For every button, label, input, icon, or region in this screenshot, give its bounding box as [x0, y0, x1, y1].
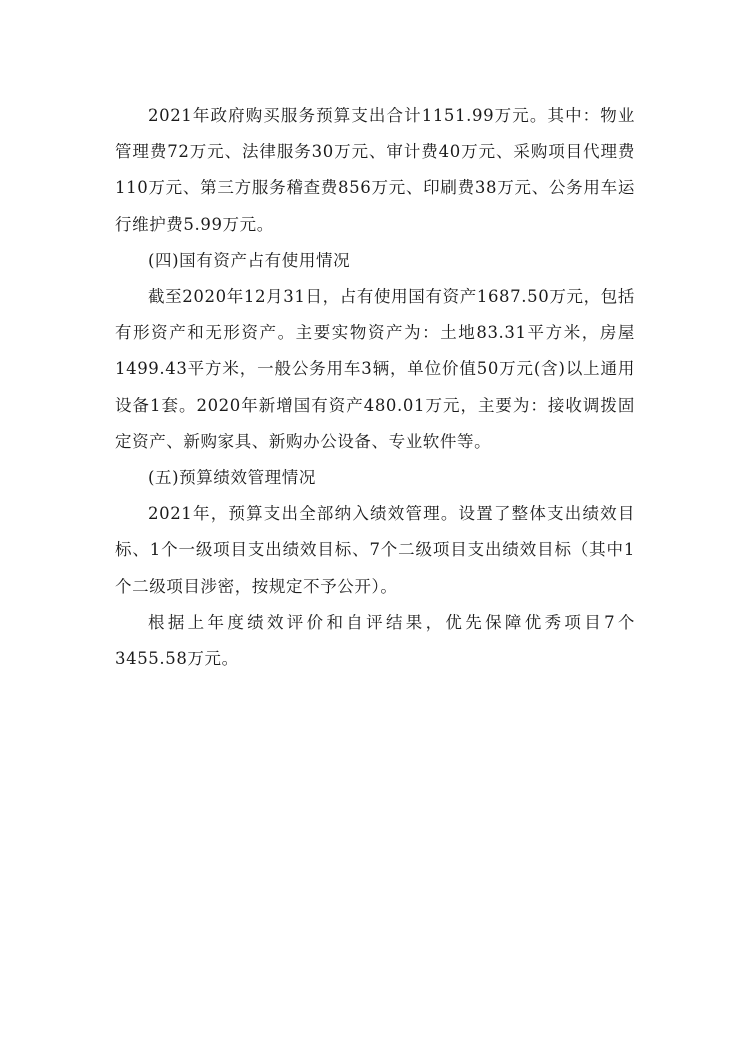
section-heading-state-assets: (四)国有资产占有使用情况	[148, 250, 351, 270]
paragraph-state-assets: 截至2020年12月31日，占有使用国有资产1687.50万元，包括有形资产和无形资产。主要实物资产为：土地83.31平方米，房屋1499.43平方米，一般公务用车3辆，单位价值50万元(含)以上通用设备1套。2020年新增国有资产480.01万元，主要为：接收调拨固定资产、新购家具、新购办公设备、专业软件等。	[115, 287, 635, 451]
paragraph-performance-targets: 2021年，预算支出全部纳入绩效管理。设置了整体支出绩效目标、1个一级项目支出绩效目标、7个二级项目支出绩效目标（其中1个二级项目涉密，按规定不予公开）。	[115, 504, 635, 596]
paragraph-priority-projects: 根据上年度绩效评价和自评结果，优先保障优秀项目7个3455.58万元。	[115, 612, 635, 669]
paragraph-procurement-budget: 2021年政府购买服务预算支出合计1151.99万元。其中：物业管理费72万元、法律服务30万元、审计费40万元、采购项目代理费110万元、第三方服务稽查费856万元、印刷费38万元、公务用车运行维护费5.99万元。	[115, 106, 635, 234]
section-heading-performance-management: (五)预算绩效管理情况	[148, 468, 316, 488]
document-body	[115, 98, 635, 677]
